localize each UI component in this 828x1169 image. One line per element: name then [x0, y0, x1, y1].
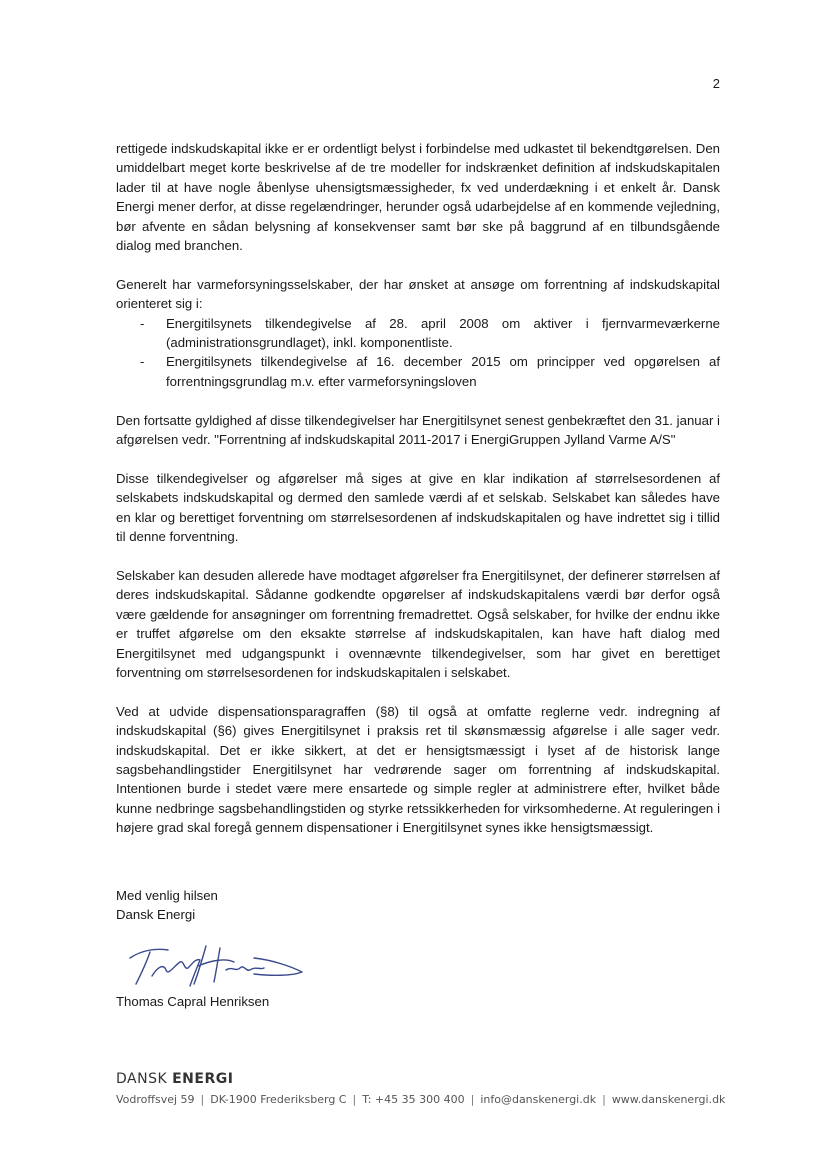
paragraph: Den fortsatte gyldighed af disse tilkendegivelser har Energitilsynet senest genbekræftet den 31. januar i afgørelsen vedr. "Forrentning af indskudskapital 2011-2017 i EnergiGruppen Jylland Varme A/S"	[116, 412, 720, 448]
city: DK-1900 Frederiksberg C	[210, 1093, 347, 1106]
letterhead-footer	[116, 1071, 726, 1106]
website: www.danskenergi.dk	[611, 1093, 726, 1106]
closing-organization: Dansk Energi	[116, 907, 196, 923]
company-logo	[116, 1071, 716, 1087]
closing-block	[116, 886, 218, 925]
paragraph: Disse tilkendegivelser og afgørelser må siges at give en klar indikation af størrelsesordenen af selskabets indskudskapital og dermed den samlede værdi af et selskab. Selskabet kan således have en klar og berettiget forventning om størrelsesordenen af indskudskapitalen og have indrettet sig i tillid til denne forventning.	[116, 470, 720, 545]
logo-text-part: ENERGI	[172, 1071, 234, 1087]
address: Vodroffsvej 59	[116, 1093, 195, 1106]
paragraph: Ved at udvide dispensationsparagraffen (§8) til også at omfatte reglerne vedr. indregning af indskudskapital (§6) gives Energitilsynet i praksis ret til skønsmæssig afgørelse i alle sager vedr. indskudskapital. Det er ikke sikkert, at det er hensigtsmæssigt i lyset af de historisk lange sagsbehandlingstider Energitilsynet har vedrørende sager om forrentning af indskudskapital. Intentionen burde i stedet være mere ensartede og simple regler at administrere efter, hvilket både kunne nedbringe sagsbehandlingstiden og styrke retssikkerheden for virksomhederne. At reguleringen i højere grad skal foregå gennem dispensationer i Energitilsynet synes ikke hensigtsmæssigt.	[116, 703, 720, 836]
signer-name: Thomas Capral Henriksen	[116, 994, 270, 1009]
letter-body	[116, 139, 720, 857]
paragraph: Generelt har varmeforsyningsselskaber, der har ønsket at ansøge om forrentning af indskudskapital orienteret sig i:	[116, 276, 720, 312]
closing-greeting: Med venlig hilsen	[116, 888, 218, 903]
handwritten-signature	[122, 936, 312, 988]
paragraph: Selskaber kan desuden allerede have modtaget afgørelser fra Energitilsynet, der definerer størrelsen af deres indskudskapital. Sådanne godkendte opgørelser af indskudskapitalens værdi bør derfor også være gældende for ansøgninger om forrentning fremadrettet. Også selskaber, for hvilke der endnu ikke er truffet afgørelse om den eksakte størrelse af indskudskapitalen, kan have haft dialog med Energitilsynet med udgangspunkt i ovennævnte tilkendegivelser, som har givet en berettiget forventning om størrelsesordenen for indskudskapitalen i selskabet.	[116, 567, 720, 680]
paragraph: rettigede indskudskapital ikke er er ordentligt belyst i forbindelse med udkastet til bekendtgørelsen. Den umiddelbart meget korte beskrivelse af de tre modeller for indskrænket definition af indskudskapitalen lader til at have nogle åbenlyse uhensigtsmæssigheder, fx ved underdækning i et enkelt år. Dansk Energi mener derfor, at disse regelændringer, herunder også udarbejdelse af en kommende vejledning, bør afvente en sådan belysning af konsekvenser samt bør ske på baggrund af en tilbundsgående dialog med branchen.	[116, 141, 720, 254]
page-number: 2	[712, 76, 720, 91]
phone: T: +45 35 300 400	[362, 1093, 465, 1106]
contact-line: Vodroffsvej 59 | DK-1900 Frederiksberg C | T: +45 35 300 400 | info@danskenergi.dk | www.danskenergi.dk	[116, 1093, 726, 1106]
email: info@danskenergi.dk	[480, 1093, 597, 1106]
logo-text-part: DANSK	[116, 1071, 168, 1087]
bullet-item: - Energitilsynets tilkendegivelse af 16. december 2015 om principper ved opgørelsen af forrentningsgrundlag m.v. efter varmeforsyningsloven	[116, 352, 720, 391]
bullet-item: - Energitilsynets tilkendegivelse af 28. april 2008 om aktiver i fjernvarmeværkerne (administrationsgrundlaget), inkl. komponentliste.	[116, 314, 720, 353]
bullet-list	[116, 314, 720, 392]
